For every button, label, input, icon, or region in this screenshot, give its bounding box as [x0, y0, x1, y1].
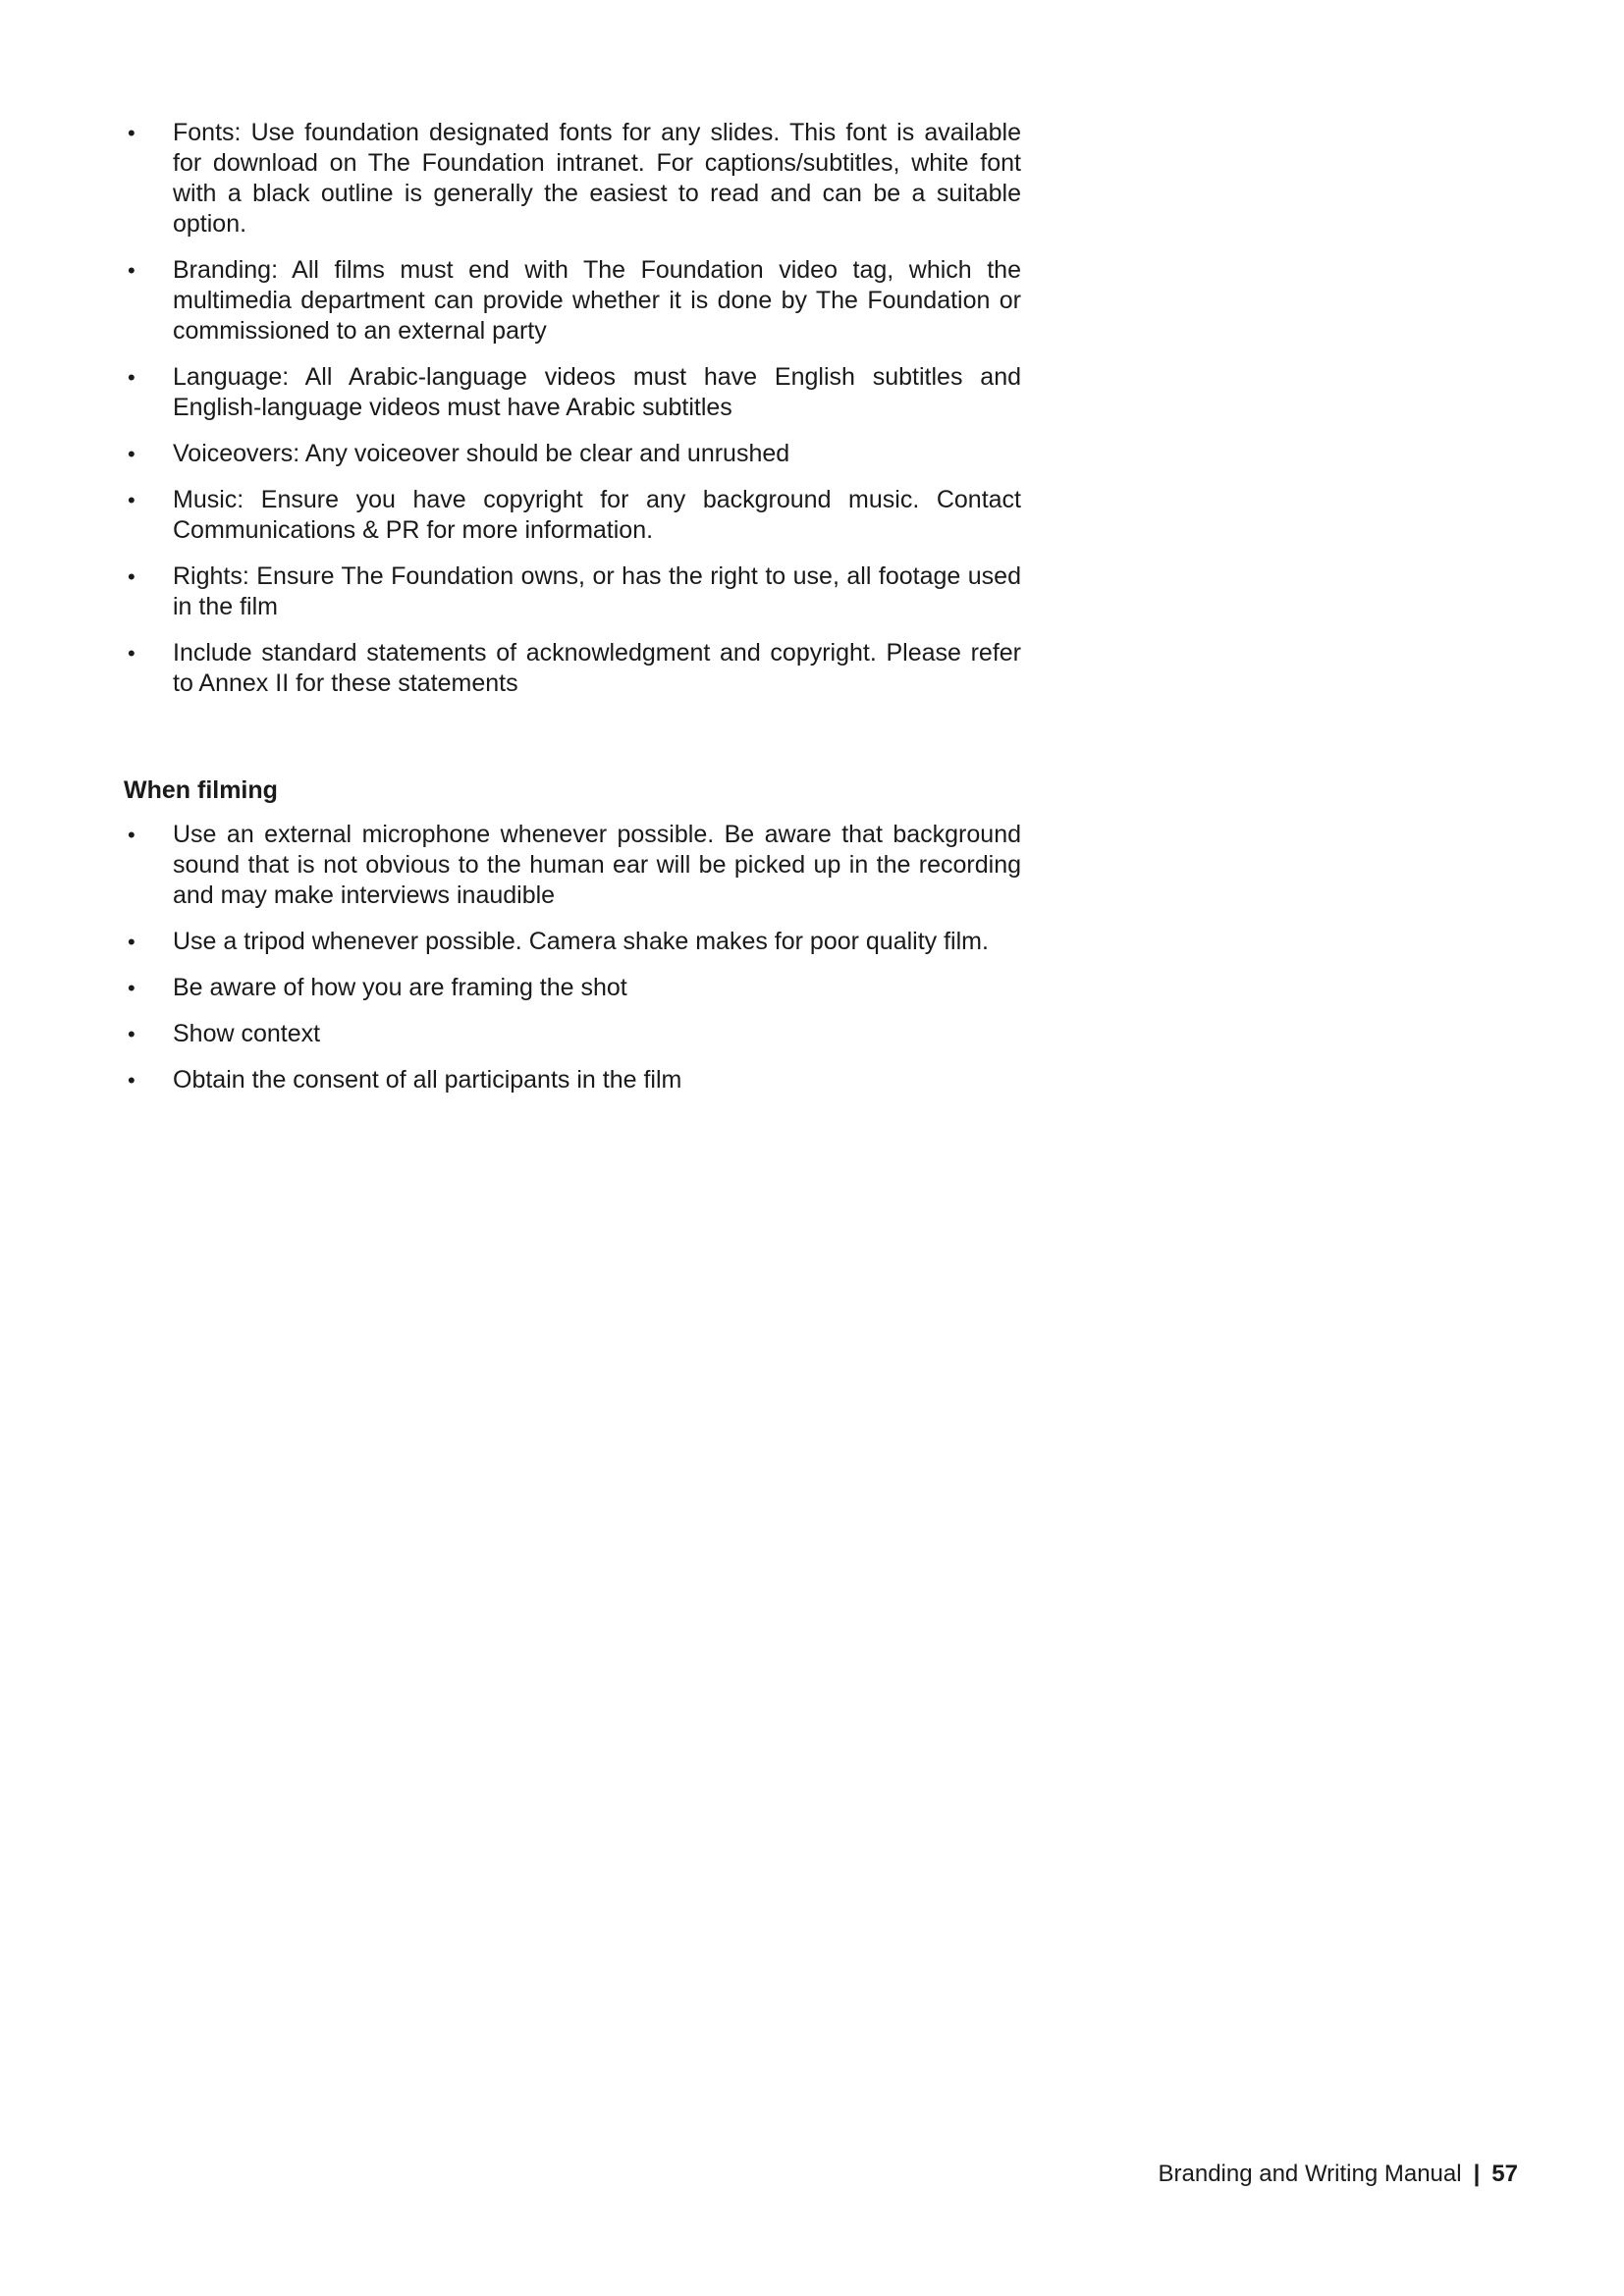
bullet-icon: • — [128, 823, 135, 847]
bullet-icon: • — [128, 488, 135, 512]
list-item — [124, 973, 1021, 1003]
bullet-icon: • — [128, 365, 135, 390]
list-item — [124, 561, 1021, 622]
production-bullet-list — [124, 118, 1021, 699]
list-item-text: Be aware of how you are framing the shot — [173, 974, 627, 1001]
list-item — [124, 1019, 1021, 1049]
list-item — [124, 439, 1021, 469]
list-item-text: Include standard statements of acknowledgment and copyright. Please refer to Annex II for these statements — [173, 639, 1021, 697]
footer-separator: | — [1473, 2161, 1481, 2187]
footer-title: Branding and Writing Manual — [1158, 2161, 1462, 2187]
list-item-text: Use a tripod whenever possible. Camera shake makes for poor quality film. — [173, 928, 989, 955]
bullet-icon: • — [128, 641, 135, 666]
list-item — [124, 820, 1021, 911]
bullet-icon: • — [128, 442, 135, 466]
bullet-icon: • — [128, 564, 135, 589]
list-item — [124, 255, 1021, 347]
page-footer — [1159, 2160, 1519, 2189]
bullet-icon: • — [128, 121, 135, 145]
filming-bullet-list — [124, 820, 1021, 1095]
list-item-text: Use an external microphone whenever possible. Be aware that background sound that is not obvious to the human ear will be picked up in the recording and may make interviews inaudible — [173, 821, 1021, 909]
list-item — [124, 1065, 1021, 1095]
page-content — [124, 118, 1021, 1111]
list-item-text: Language: All Arabic-language videos must have English subtitles and English-language videos must have Arabic subtitles — [173, 363, 1021, 421]
list-item-text: Music: Ensure you have copyright for any background music. Contact Communications & PR for more information. — [173, 486, 1021, 544]
list-item — [124, 362, 1021, 423]
bullet-icon: • — [128, 930, 135, 954]
list-item — [124, 118, 1021, 240]
list-item-text: Voiceovers: Any voiceover should be clear and unrushed — [173, 440, 790, 467]
bullet-icon: • — [128, 258, 135, 283]
page-number: 57 — [1491, 2161, 1518, 2187]
list-item-text: Fonts: Use foundation designated fonts for any slides. This font is available for download on The Foundation intranet. For captions/subtitles, white font with a black outline is generally the easiest to read and can be a suitable option. — [173, 119, 1021, 238]
list-item — [124, 927, 1021, 957]
list-item — [124, 638, 1021, 699]
bullet-icon: • — [128, 1022, 135, 1046]
list-item-text: Rights: Ensure The Foundation owns, or has the right to use, all footage used in the film — [173, 562, 1021, 620]
list-item-text: Show context — [173, 1020, 321, 1047]
section-heading-when-filming: When filming — [124, 776, 278, 804]
bullet-icon: • — [128, 1068, 135, 1093]
list-item — [124, 485, 1021, 546]
list-item-text: Obtain the consent of all participants in the film — [173, 1066, 682, 1094]
bullet-icon: • — [128, 976, 135, 1000]
list-item-text: Branding: All films must end with The Foundation video tag, which the multimedia department can provide whether it is done by The Foundation or commissioned to an external party — [173, 256, 1021, 345]
